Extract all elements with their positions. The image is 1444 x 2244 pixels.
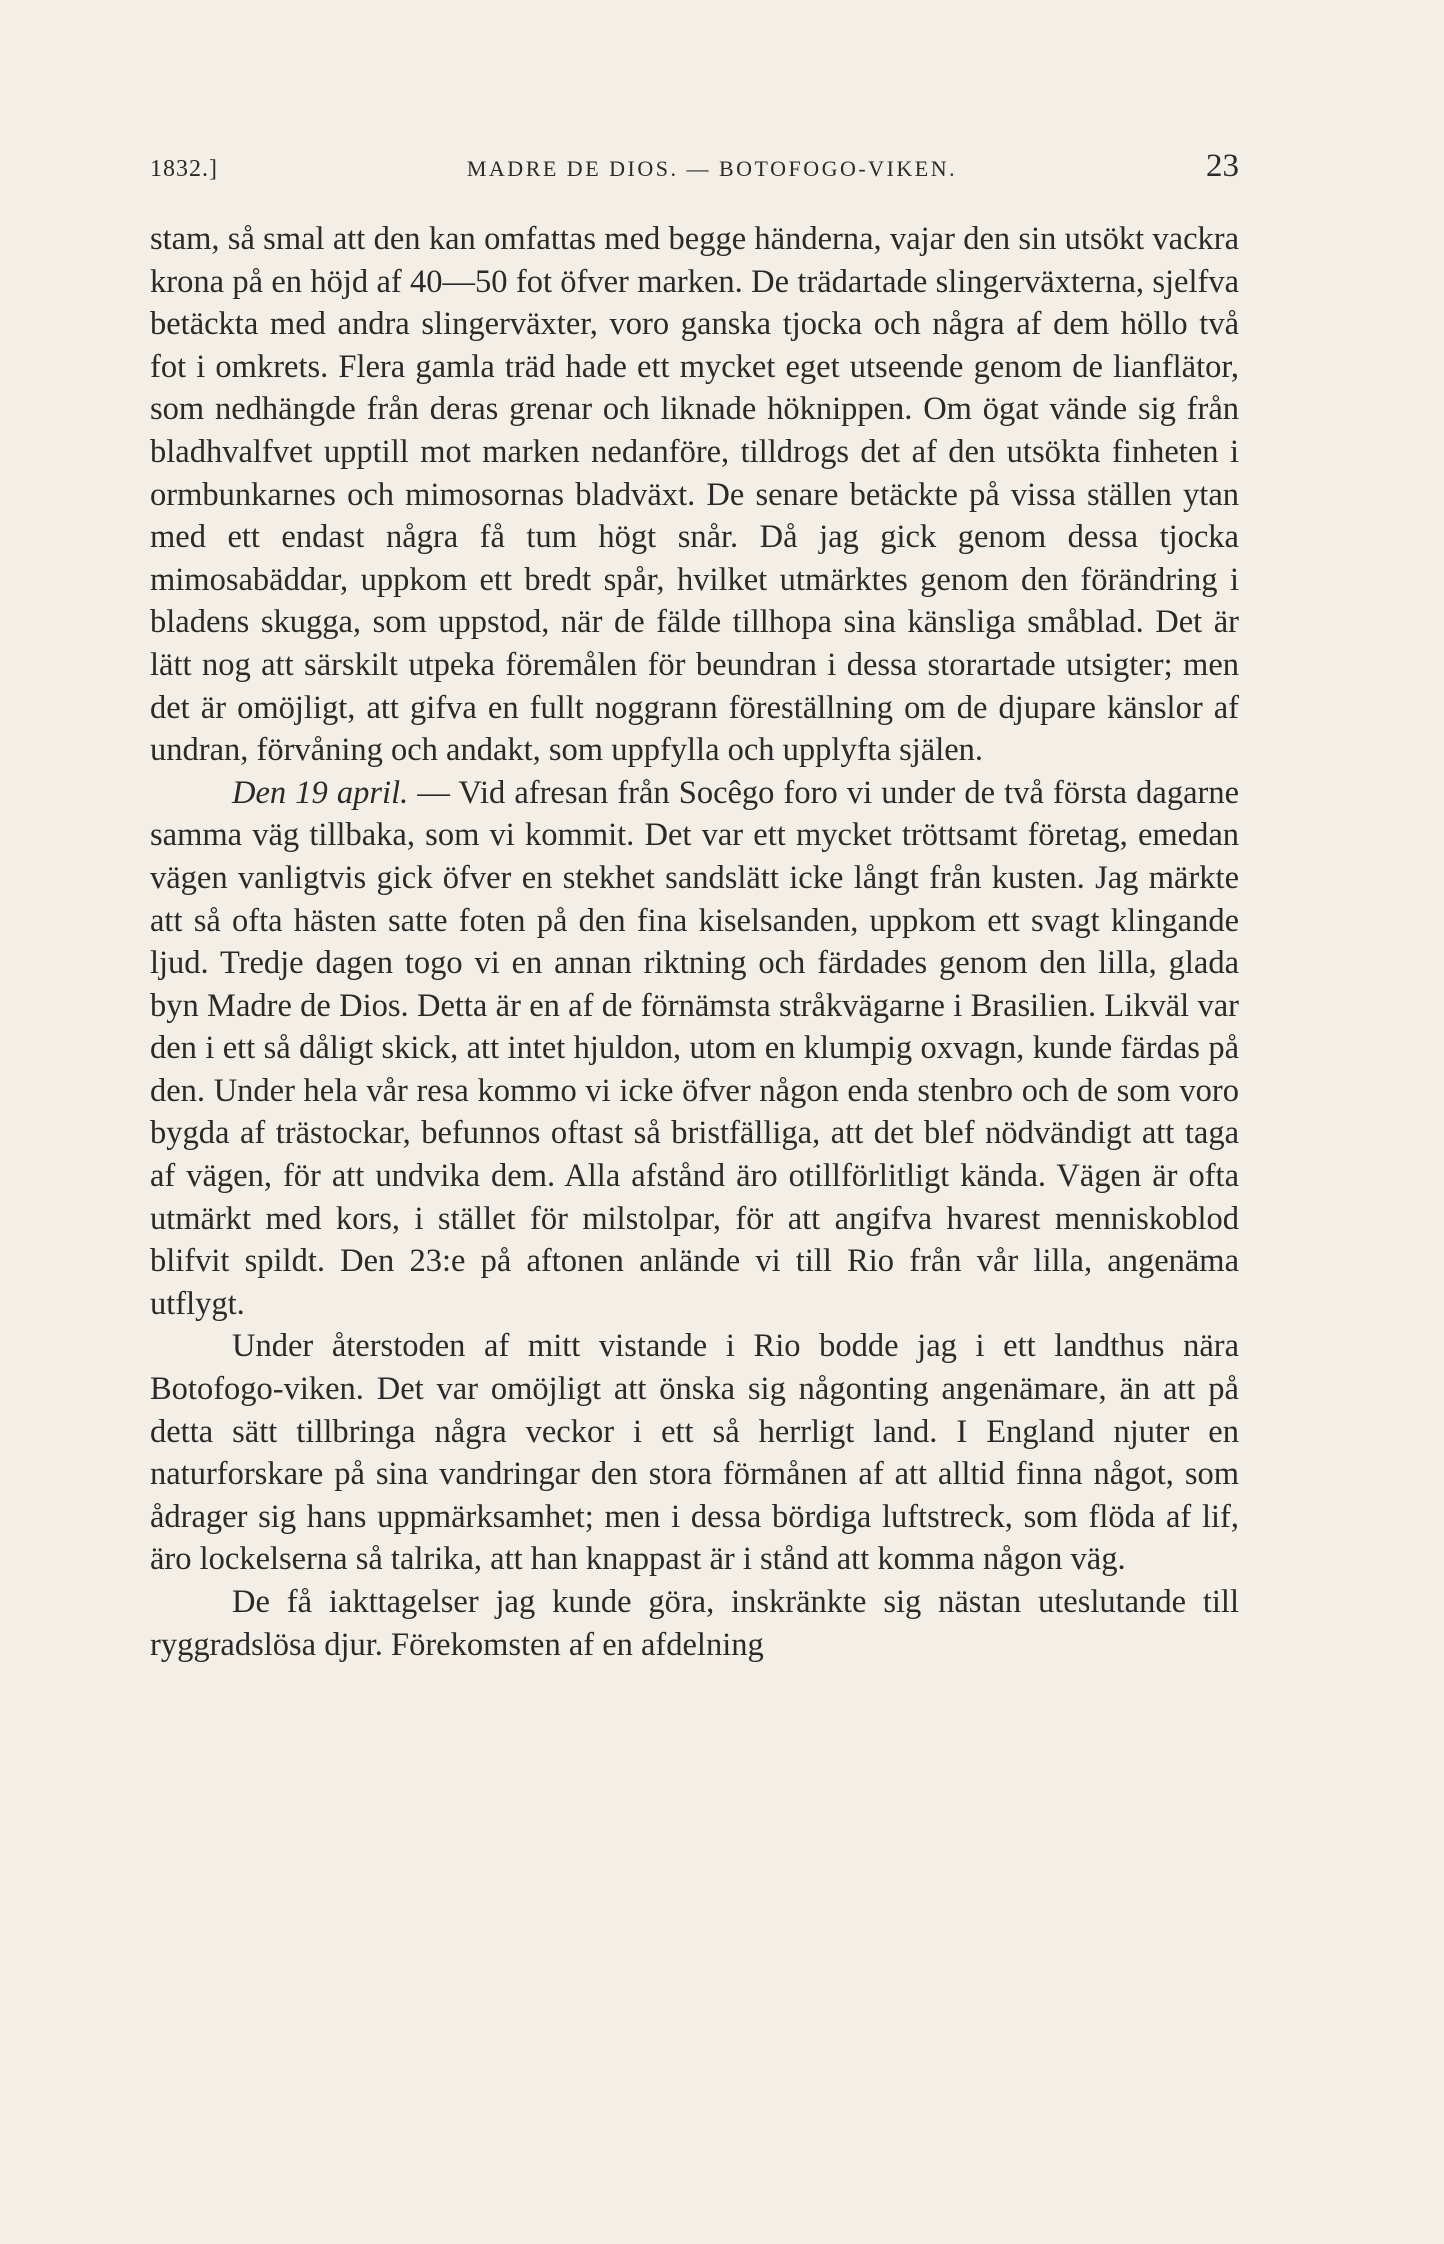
header-year: 1832.]	[150, 156, 218, 182]
date-heading: Den 19 april.	[232, 774, 409, 811]
paragraph-2	[150, 772, 1239, 1326]
running-header	[150, 148, 1239, 185]
header-title: MADRE DE DIOS. — BOTOFOGO-VIKEN.	[466, 156, 958, 181]
paragraph-1: stam, så smal att den kan omfattas med begge händerna, vajar den sin utsökt vackra krona på en höjd af 40—50 fot öfver marken. De trädartade slingerväxterna, sjelfva betäckta med andra slingerväxter, voro ganska tjocka och några af dem höllo två fot i omkrets. Flera gamla träd hade ett mycket eget utseende genom de lianflätor, som nedhängde från deras grenar och liknade höknippen. Om ögat vände sig från bladhvalfvet upptill mot marken nedanföre, tilldrogs det af den utsökta finheten i ormbunkarnes och mimosornas bladväxt. De senare betäckte på vissa ställen ytan med ett endast några få tum högt snår. Då jag gick genom dessa tjocka mimosabäddar, uppkom ett bredt spår, hvilket utmärktes genom den förändring i bladens skugga, som uppstod, när de fälde tillhopa sina känsliga småblad. Det är lätt nog att särskilt utpeka föremålen för beundran i dessa storartade utsigter; men det är omöjligt, att gifva en fullt noggrann föreställning om de djupare känslor af undran, förvåning och andakt, som uppfylla och upplyfta själen.	[150, 221, 1239, 769]
page-number: 23	[1205, 148, 1239, 184]
body-text	[150, 218, 1239, 1666]
paragraph-4: De få iakttagelser jag kunde göra, inskränkte sig nästan uteslutande till ryggradslösa djur. Förekomsten af en afdelning	[150, 1584, 1239, 1663]
paragraph-3: Under återstoden af mitt vistande i Rio bodde jag i ett landthus nära Botofogo-viken. Det var omöjligt att önska sig någonting angenämare, än att på detta sätt tillbringa några veckor i ett så herrligt land. I England njuter en naturforskare på sina vandringar den stora förmånen af att alltid finna något, som ådrager sig hans uppmärksamhet; men i dessa bördiga luftstreck, som flöda af lif, äro lockelserna så talrika, att han knappast är i stånd att komma någon väg.	[150, 1328, 1239, 1578]
paragraph-2-text: — Vid afresan från Socêgo foro vi under de två första dagarne samma väg tillbaka, som vi kommit. Det var ett mycket tröttsamt företag, emedan vägen vanligtvis gick öfver en stekhet sandslätt icke långt från kusten. Jag märkte att så ofta hästen satte foten på den fina kiselsanden, uppkom ett svagt klingande ljud. Tredje dagen togo vi en annan riktning och färdades genom den lilla, glada byn Madre de Dios. Detta är en af de förnämsta stråkvägarne i Brasilien. Likväl var den i ett så dåligt skick, att intet hjuldon, utom en klumpig oxvagn, kunde färdas på den. Under hela vår resa kommo vi icke öfver någon enda stenbro och de som voro bygda af trästockar, befunnos oftast så bristfälliga, att det blef nödvändigt att taga af vägen, för att undvika dem. Alla afstånd äro otillförlitligt kända. Vägen är ofta utmärkt med kors, i stället för milstolpar, för att angifva hvarest menniskoblod blifvit spildt. Den 23:e på aftonen anlände vi till Rio från vår lilla, angenäma utflygt.	[150, 774, 1239, 1322]
